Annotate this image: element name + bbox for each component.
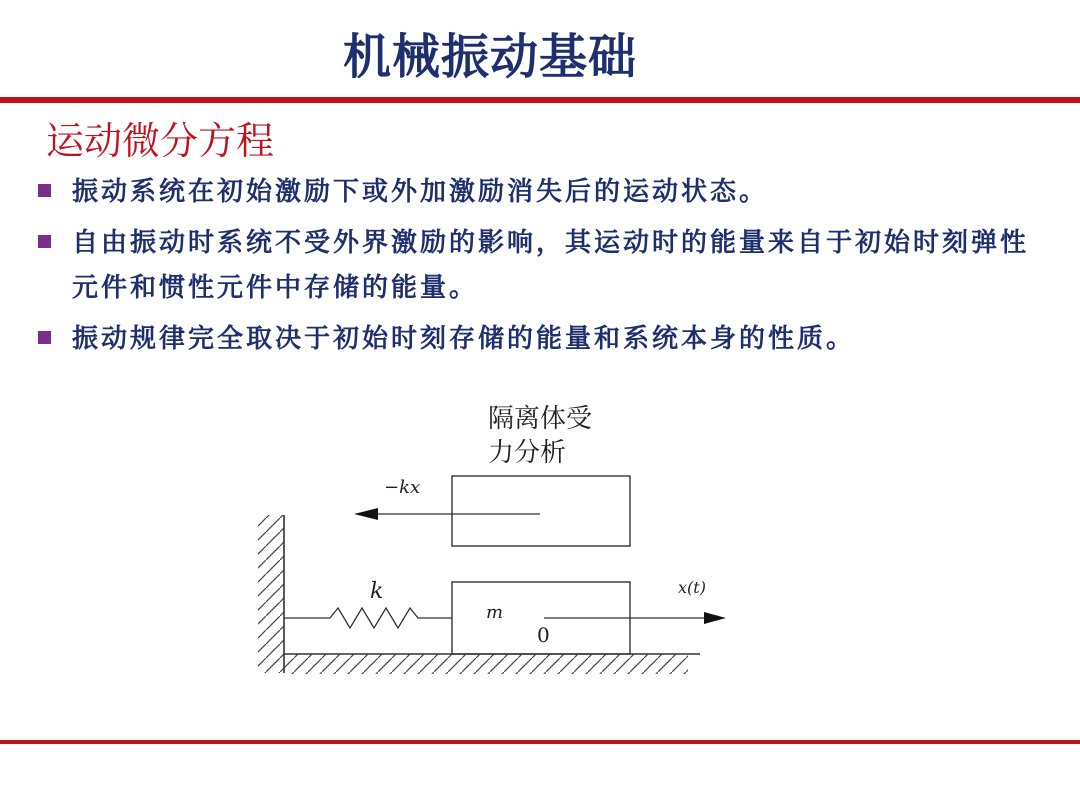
force-label: −kx bbox=[384, 477, 421, 498]
origin-label: 0 bbox=[537, 623, 550, 647]
caption-line-1: 隔离体受 bbox=[488, 404, 593, 434]
force-arrow bbox=[354, 508, 540, 520]
mass-label: m bbox=[486, 602, 504, 623]
fixed-wall bbox=[258, 515, 284, 673]
spring-label: k bbox=[370, 579, 384, 604]
bullet-text: 自由振动时系统不受外界激励的影响，其运动时的能量来自于初始时刻弹性元件和惯性元件中存储的能量。 bbox=[72, 228, 1030, 303]
axis-label: x(t) bbox=[678, 578, 706, 597]
bullet-text: 振动系统在初始激励下或外加激励消失后的运动状态。 bbox=[72, 177, 769, 207]
ground bbox=[284, 654, 700, 674]
section-title: 运动微分方程 bbox=[46, 119, 275, 163]
footer-divider bbox=[0, 740, 1080, 744]
displacement-axis bbox=[544, 612, 726, 624]
free-body-block bbox=[452, 476, 630, 546]
spring bbox=[284, 608, 452, 628]
bullet-text: 振动规律完全取决于初始时刻存储的能量和系统本身的性质。 bbox=[72, 324, 856, 354]
slide-title: 机械振动基础 bbox=[342, 29, 637, 85]
caption-line-2: 力分析 bbox=[488, 438, 567, 468]
